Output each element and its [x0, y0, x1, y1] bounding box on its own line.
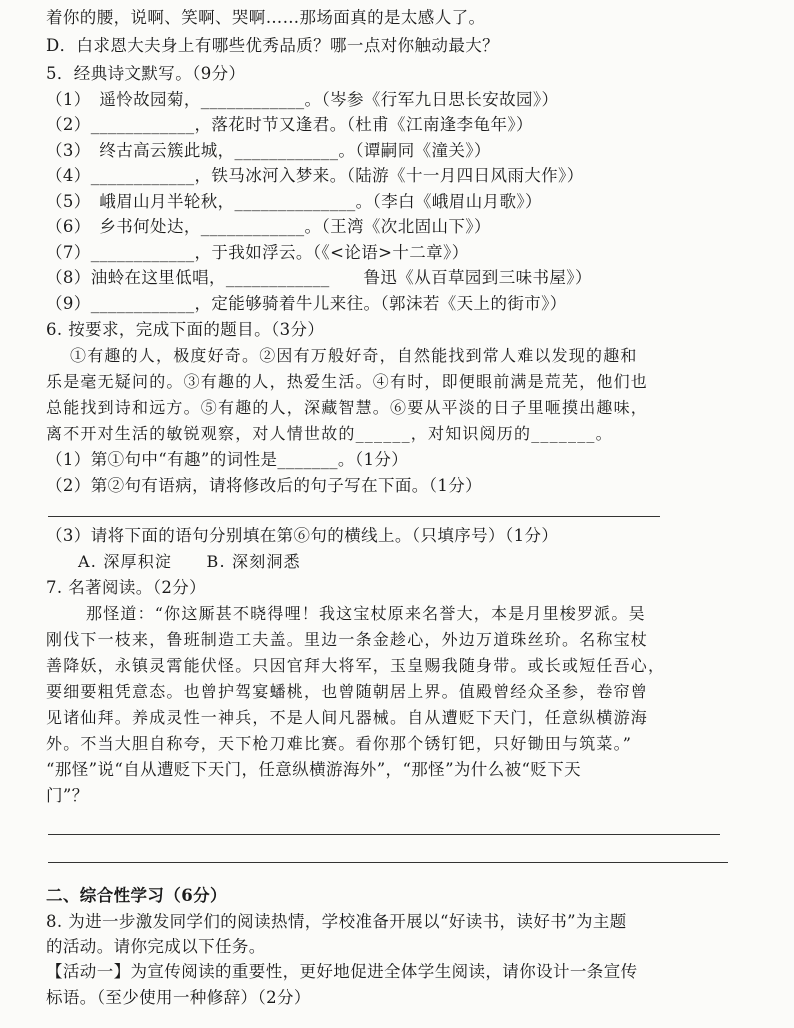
answer-line-q7-1[interactable] — [48, 834, 720, 835]
q5-item-6: （6） 乡书何处达，____________。（王湾《次北固山下》） — [46, 217, 491, 236]
q5-item-4: （4）____________，铁马冰河入梦来。（陆游《十一月四日风雨大作》） — [46, 166, 584, 185]
q7-title: 7. 名著阅读。（2分） — [46, 578, 207, 597]
q8-line-1: 8. 为进一步激发同学们的阅读热情，学校准备开展以“好读书，读好书”为主题 — [46, 912, 627, 931]
q6-title: 6. 按要求，完成下面的题目。（3分） — [46, 320, 325, 339]
q5-title: 5．经典诗文默写。（9分） — [46, 64, 246, 83]
q5-item-7: （7）____________，于我如浮云。（《<论语>十二章》） — [46, 243, 469, 262]
q7-passage-line-2: 刚伐下一枝来，鲁班制造工夫盖。里边一条金趁心，外边万道珠丝玠。名称宝杖 — [46, 630, 649, 649]
q7-passage-line-5: 见诸仙拜。养成灵性一神兵，不是人间凡器械。自从遭贬下天门，任意纵横游海 — [46, 708, 649, 727]
section-2-title: 二、综合性学习（6分） — [46, 886, 227, 905]
q5-item-5: （5） 峨眉山月半轮秋，______________。（李白《峨眉山月歌》） — [46, 192, 542, 211]
q7-passage-line-3: 善降妖，永镇灵霄能伏怪。只因官拜大将军，玉皇赐我随身带。或长或短任吾心， — [46, 656, 666, 675]
q6-passage-line-2: 乐是毫无疑问的。③有趣的人，热爱生活。④有时，即便眼前满是荒芜，他们也 — [46, 372, 649, 391]
q6-passage-line-1: ①有趣的人，极度好奇。②因有万般好奇，自然能找到常人难以发现的趣和 — [70, 346, 638, 365]
q6-sub-1: （1）第①句中“有趣”的词性是_______。（1分） — [46, 450, 409, 469]
q5-item-1: （1） 遥怜故园菊，____________。（岑参《行军九日思长安故园》） — [46, 90, 559, 109]
q7-question-line-1: “那怪”说“自从遭贬下天门，任意纵横游海外”，“那怪”为什么被“贬下天 — [46, 760, 582, 779]
q5-item-2: （2）____________，落花时节又逢君。（杜甫《江南逢李龟年》） — [46, 115, 533, 134]
intro-line: 着你的腰，说啊、笑啊、哭啊……那场面真的是太感人了。 — [46, 8, 486, 27]
q7-question-line-2: 门”？ — [46, 786, 89, 805]
q6-options: A. 深厚积淀 B. 深刻洞悉 — [78, 552, 301, 571]
q5-item-9: （9）____________，定能够骑着牛儿来往。（郭沫若《天上的街市》） — [46, 294, 567, 313]
q8-line-2: 的活动。请你完成以下任务。 — [46, 937, 266, 956]
answer-line-q7-2[interactable] — [48, 862, 728, 863]
q7-passage-line-4: 要细要粗凭意态。也曾护驾宴蟠桃，也曾随朝居上界。值殿曾经众圣参，卷帘曾 — [46, 682, 649, 701]
q6-sub-2: （2）第②句有语病，请将修改后的句子写在下面。（1分） — [46, 476, 483, 495]
activity-1-line-2: 标语。（至少使用一种修辞）（2分） — [46, 988, 311, 1007]
question-d: D．白求恩大夫身上有哪些优秀品质？哪一点对你触动最大？ — [46, 36, 500, 55]
q6-passage-line-3: 总能找到诗和远方。⑤有趣的人，深藏智慧。⑥要从平淡的日子里咂摸出趣味， — [46, 398, 649, 417]
q6-passage-line-4: 离不开对生活的敏锐观察，对人情世故的______，对知识阅历的_______。 — [46, 424, 613, 443]
activity-1-line-1: 【活动一】为宣传阅读的重要性，更好地促进全体学生阅读，请你设计一条宣传 — [46, 962, 638, 981]
q7-passage-line-6: 外。不当大胆自称夸，天下枪刀难比赛。看你那个锈钉钯，只好锄田与筑菜。” — [46, 734, 633, 753]
q5-item-3: （3） 终古高云簇此城，____________。（谭嗣同《潼关》） — [46, 141, 491, 160]
q7-passage-line-1: 那怪道：“你这厮甚不晓得哩！我这宝杖原来名誉大，本是月里梭罗派。吴 — [86, 604, 646, 623]
answer-line-q6[interactable] — [48, 516, 660, 517]
q5-item-8: （8）油蛉在这里低唱，____________ 鲁迅《从百草园到三味书屋》） — [46, 268, 592, 287]
q6-sub-3: （3）请将下面的语句分别填在第⑥句的横线上。（只填序号）（1分） — [46, 526, 559, 545]
